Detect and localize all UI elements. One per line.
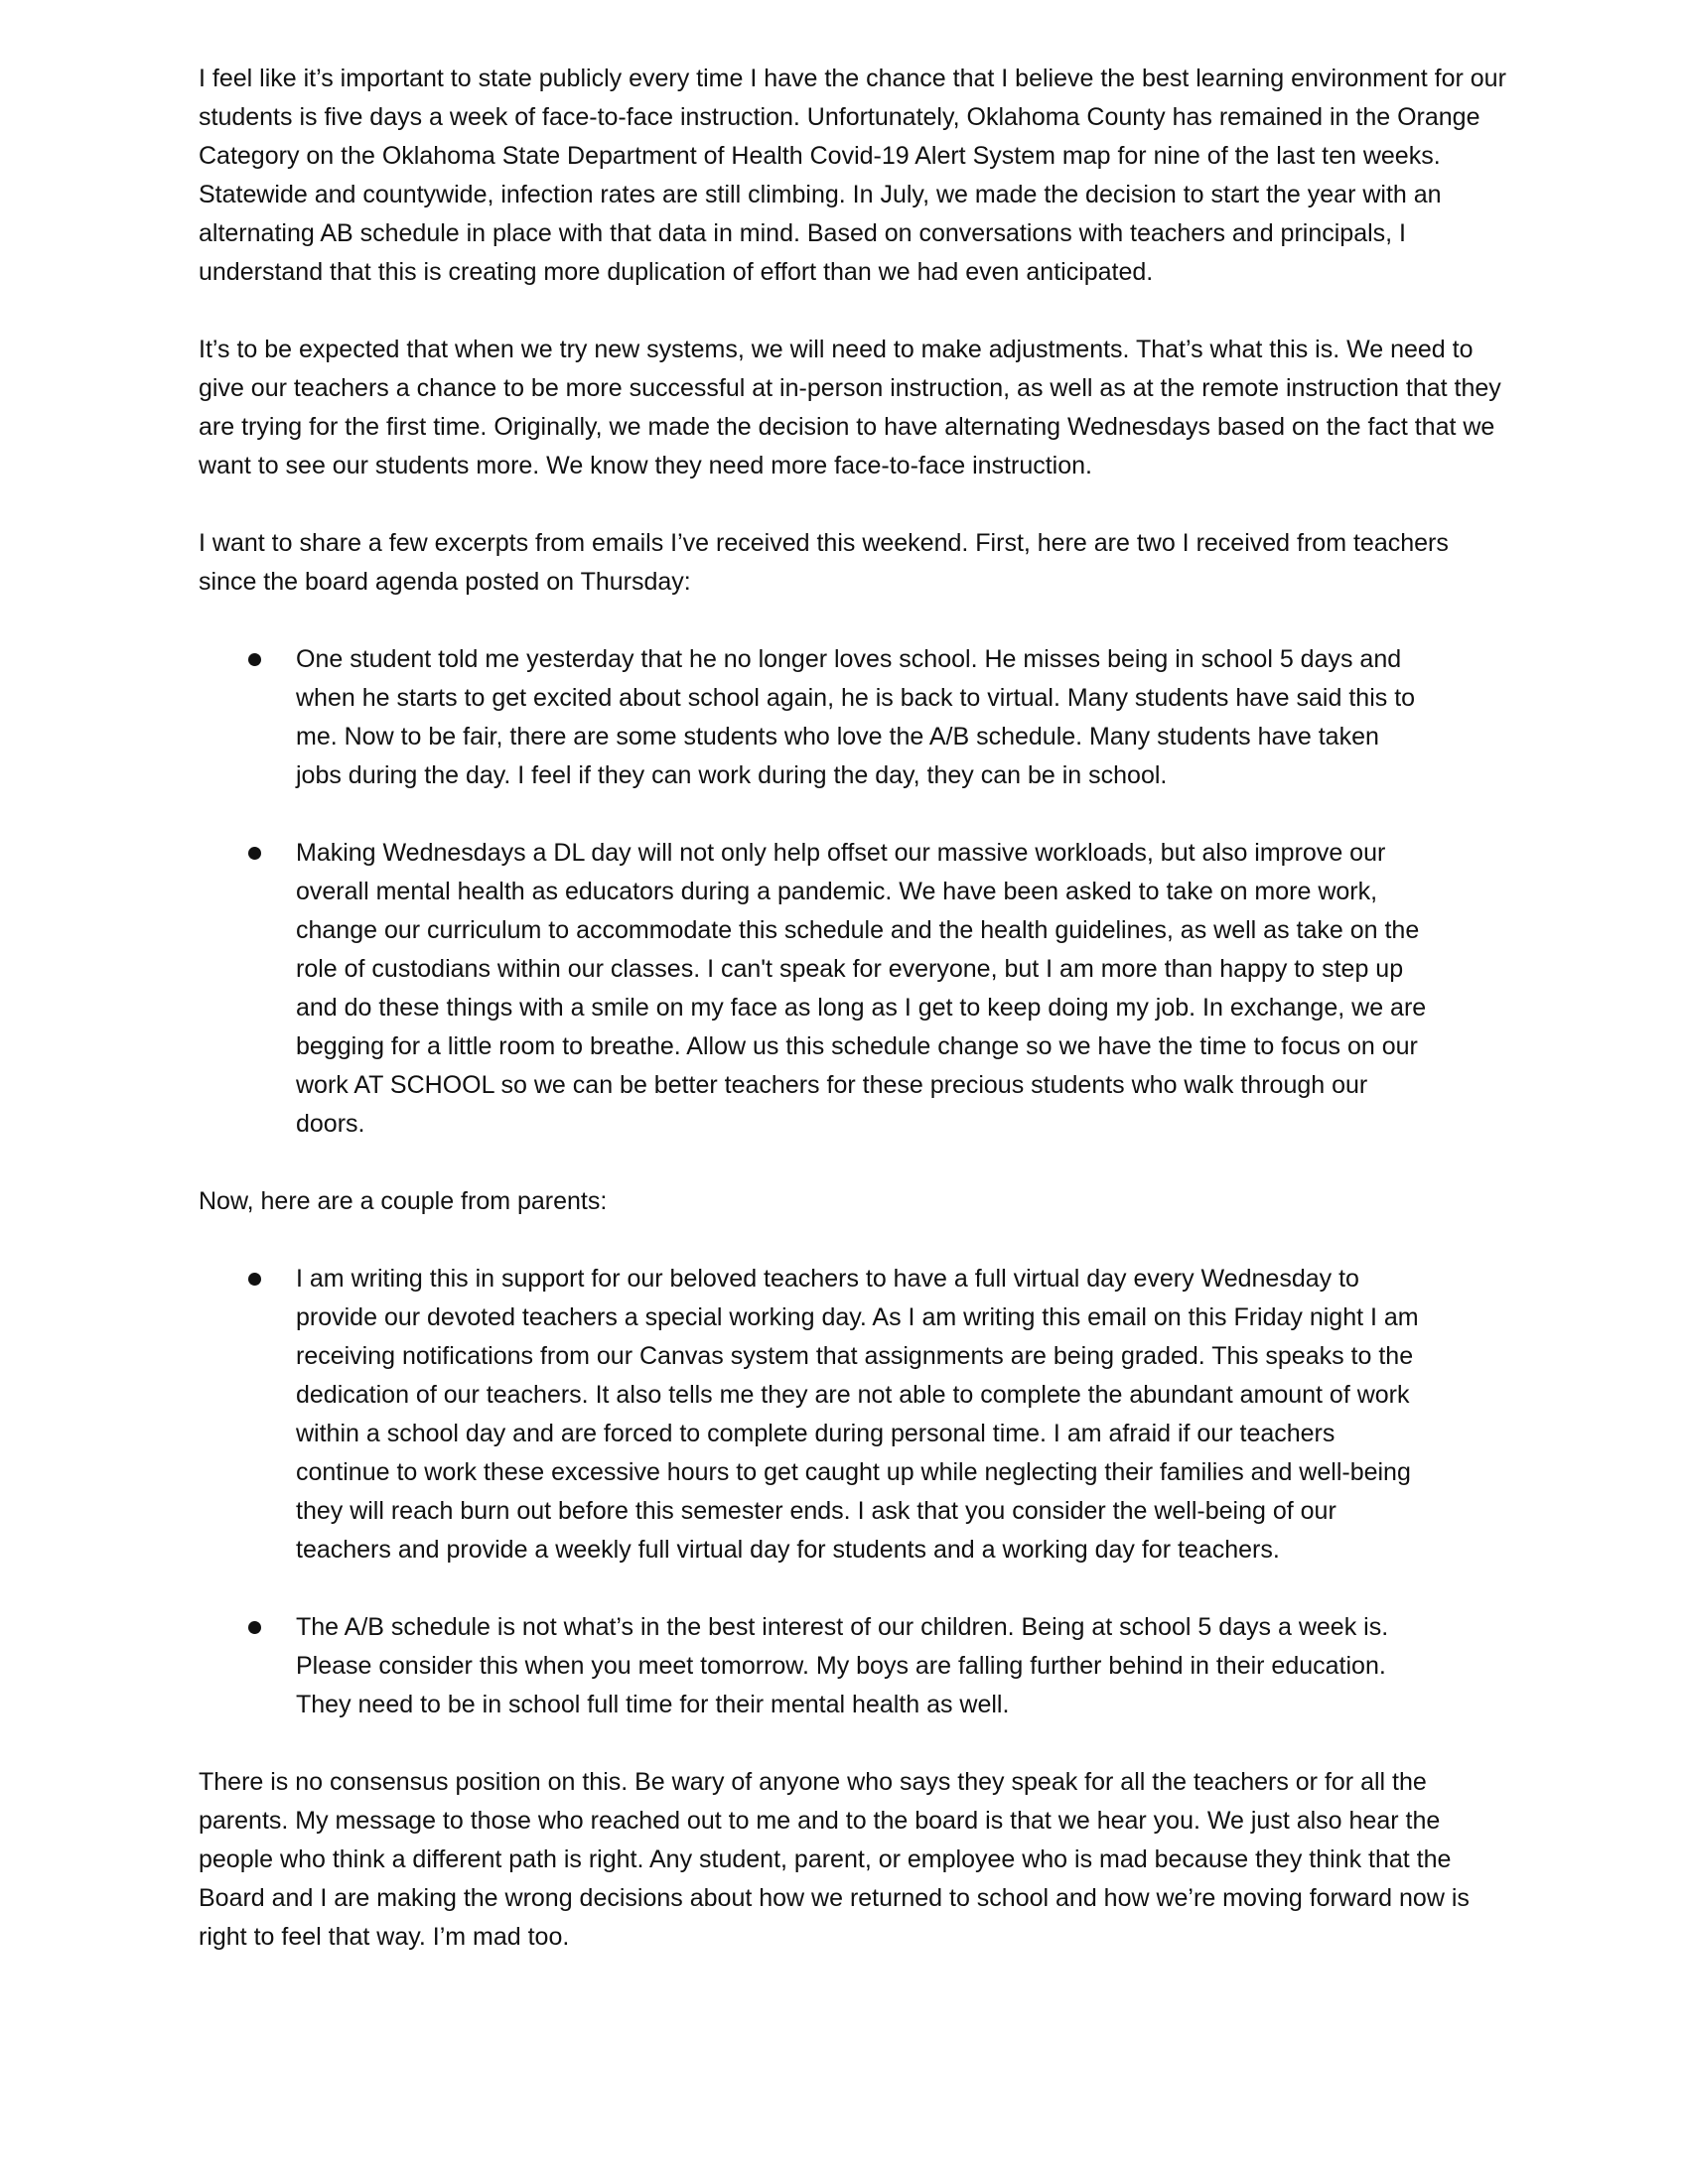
bullet-icon	[248, 653, 261, 666]
document-body	[199, 60, 1509, 1995]
adjustments-paragraph: It’s to be expected that when we try new systems, we will need to make adjustments. That’s what this is. We need to give our teachers a chance to be more successful at in-person instruction, as well as at the remote instruction that they are trying for the first time. Originally, we made the decision to have alternating Wednesdays based on the fact that we want to see our students more. We know they need more face-to-face instruction.	[199, 336, 1501, 479]
list-item	[199, 640, 1509, 795]
parents-intro-paragraph: Now, here are a couple from parents:	[199, 1187, 608, 1215]
parent-quote-text: I am writing this in support for our beloved teachers to have a full virtual day every Wednesday to provide our devoted teachers a special working day. As I am writing this email on this Friday night I am receiving notifications from our Canvas system that assignments are being graded. This speaks to the dedication of our teachers. It also tells me they are not able to complete the abundant amount of work within a school day and are forced to complete during personal time. I am afraid if our teachers continue to work these excessive hours to get caught up while neglecting their families and well-being they will reach burn out before this semester ends. I ask that you consider the well-being of our teachers and provide a weekly full virtual day for students and a working day for teachers.	[296, 1265, 1419, 1564]
list-item	[199, 1260, 1509, 1570]
teacher-quote-text: One student told me yesterday that he no longer loves school. He misses being in school 5 days and when he starts to get excited about school again, he is back to virtual. Many students have said this to me. Now to be fair, there are some students who love the A/B schedule. Many students have taken jobs during the day. I feel if they can work during the day, they can be in school.	[296, 645, 1416, 789]
emails-intro-paragraph: I want to share a few excerpts from emails I’ve received this weekend. First, here are two I received from teachers since the board agenda posted on Thursday:	[199, 529, 1449, 596]
teacher-quote-text: Making Wednesdays a DL day will not only help offset our massive workloads, but also improve our overall mental health as educators during a pandemic. We have been asked to take on more work, change our curriculum to accommodate this schedule and the health guidelines, as well as take on the role of custodians within our classes. I can't speak for everyone, but I am more than happy to step up and do these things with a smile on my face as long as I get to keep doing my job. In exchange, we are begging for a little room to breathe. Allow us this schedule change so we have the time to focus on our work AT SCHOOL so we can be better teachers for these precious students who walk through our doors.	[296, 839, 1427, 1138]
closing-paragraph: There is no consensus position on this. Be wary of anyone who says they speak for all the teachers or for all the parents. My message to those who reached out to me and to the board is that we hear you. We just also hear the people who think a different path is right. Any student, parent, or employee who is mad because they think that the Board and I are making the wrong decisions about how we returned to school and how we’re moving forward now is right to feel that way. I’m mad too.	[199, 1768, 1470, 1951]
bullet-icon	[248, 1621, 261, 1634]
parent-quotes-list	[199, 1260, 1509, 1724]
teacher-quotes-list	[199, 640, 1509, 1144]
bullet-icon	[248, 847, 261, 860]
bullet-icon	[248, 1273, 261, 1286]
list-item	[199, 834, 1509, 1144]
intro-paragraph: I feel like it’s important to state publicly every time I have the chance that I believe the best learning environment for our students is five days a week of face-to-face instruction. Unfortunately, Oklahoma County has remained in the Orange Category on the Oklahoma State Department of Health Covid-19 Alert System map for nine of the last ten weeks. Statewide and countywide, infection rates are still climbing. In July, we made the decision to start the year with an alternating AB schedule in place with that data in mind. Based on conversations with teachers and principals, I understand that this is creating more duplication of effort than we had even anticipated.	[199, 65, 1506, 286]
parent-quote-text: The A/B schedule is not what’s in the best interest of our children. Being at school 5 days a week is. Please consider this when you meet tomorrow. My boys are falling further behind in their education. They need to be in school full time for their mental health as well.	[296, 1613, 1389, 1718]
list-item	[199, 1608, 1509, 1724]
